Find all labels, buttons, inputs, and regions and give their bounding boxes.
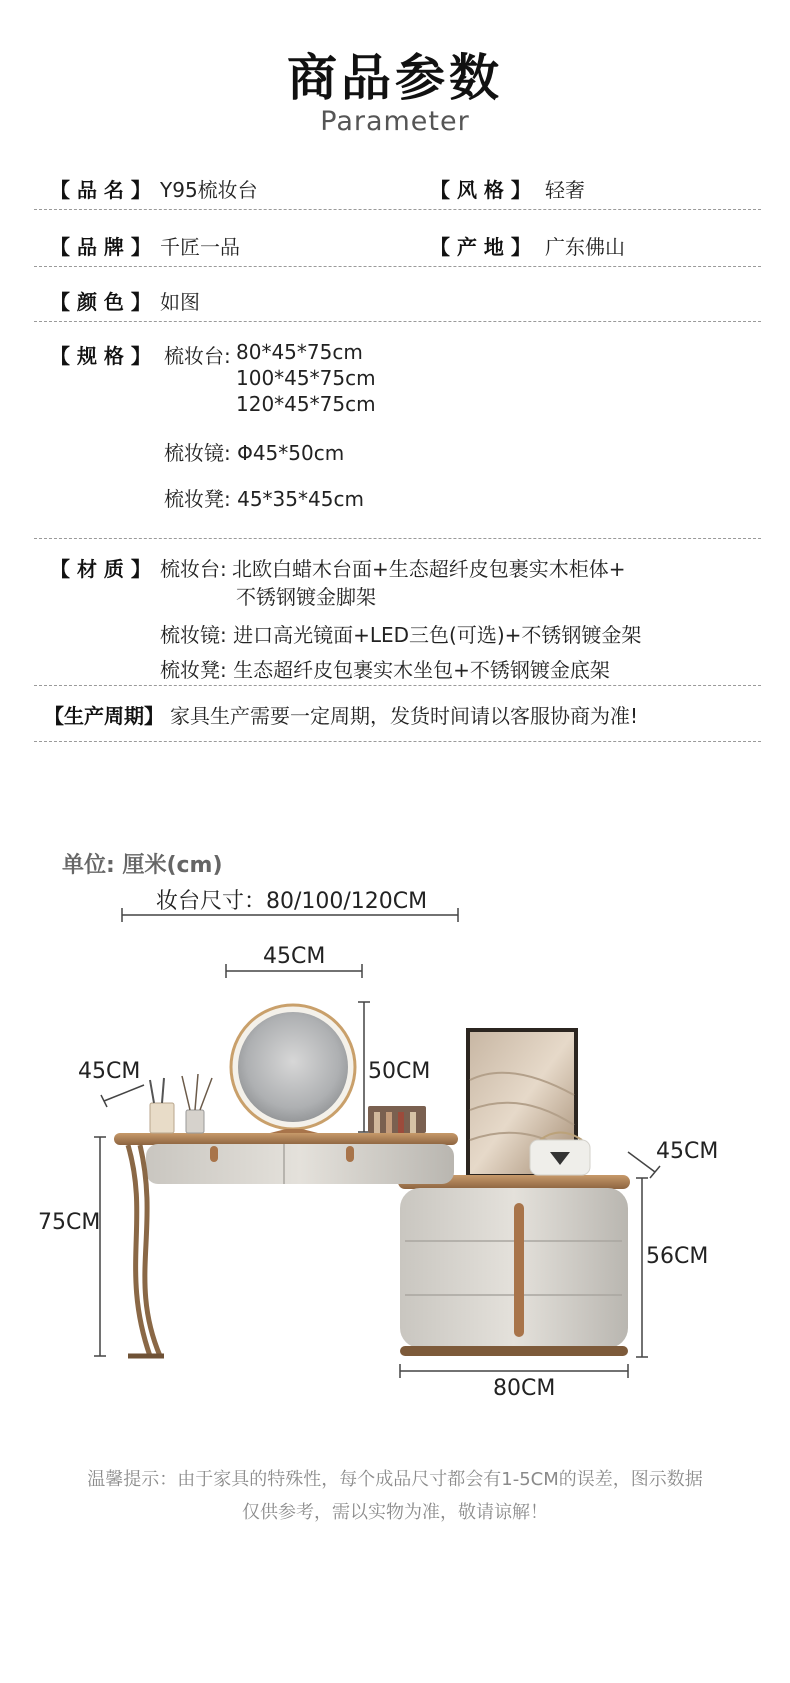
spec-table-prefix: 梳妆台: [164,344,231,368]
depth-right-label: 45CM [656,1139,719,1164]
material-stool: 梳妆凳: 生态超纤皮包裹实木坐包+不锈钢镀金底架 [160,658,610,682]
brand-value: 千匠一品 [160,235,240,259]
height-left-dimension [94,1137,106,1356]
origin-value: 广东佛山 [545,235,625,259]
spec-table-size-3: 120*45*75cm [236,392,376,416]
origin-label: 【 产 地 】 [430,235,531,259]
material-label: 【 材 质 】 [50,557,151,581]
depth-left-dimension [101,1085,144,1107]
page-subtitle: Parameter [320,106,470,137]
spec-table-size-2: 100*45*75cm [236,366,376,390]
spec-mirror: 梳妆镜: Φ45*50cm [164,441,345,465]
spec-stool: 梳妆凳: 45*35*45cm [164,487,364,511]
cabinet [398,1175,630,1356]
round-mirror [231,1005,355,1133]
height-right-label: 56CM [646,1244,709,1269]
material-table-line-2: 不锈钢镀金脚架 [236,585,376,609]
spec-table-size-1: 80*45*75cm [236,340,363,364]
cycle-label: 【生产周期】 [44,704,164,728]
name-label: 【 品 名 】 [50,178,151,202]
color-label: 【 颜 色 】 [50,290,151,314]
cabinet-width-label: 80CM [493,1376,556,1401]
name-value: Y95梳妆台 [160,178,258,202]
mirror-width-label: 45CM [263,944,326,969]
page-title: 商品参数 [287,49,503,107]
unit-label: 单位: 厘米(cm) [62,853,223,878]
style-label: 【 风 格 】 [430,178,531,202]
material-table-line-1: 北欧白蜡木台面+生态超纤皮包裹实木柜体+ [232,557,626,581]
height-left-label: 75CM [38,1210,101,1235]
material-table-prefix: 梳妆台: [160,557,227,581]
width-label: 妆台尺寸：80/100/120CM [156,889,428,914]
footer-note-line-1: 温馨提示：由于家具的特殊性，每个成品尺寸都会有1-5CM的误差，图示数据 [87,1469,703,1490]
material-mirror: 梳妆镜: 进口高光镜面+LED三色(可选)+不锈钢镀金架 [160,623,642,647]
spec-label: 【 规 格 】 [50,344,151,368]
brand-label: 【 品 牌 】 [50,235,151,259]
depth-left-label: 45CM [78,1059,141,1084]
footer-note-line-2: 仅供参考，需以实物为准，敬请谅解！ [242,1502,548,1523]
cycle-value: 家具生产需要一定周期，发货时间请以客服协商为准! [170,704,639,728]
color-value: 如图 [160,290,200,314]
style-value: 轻奢 [545,178,585,202]
mirror-height-label: 50CM [368,1059,431,1084]
